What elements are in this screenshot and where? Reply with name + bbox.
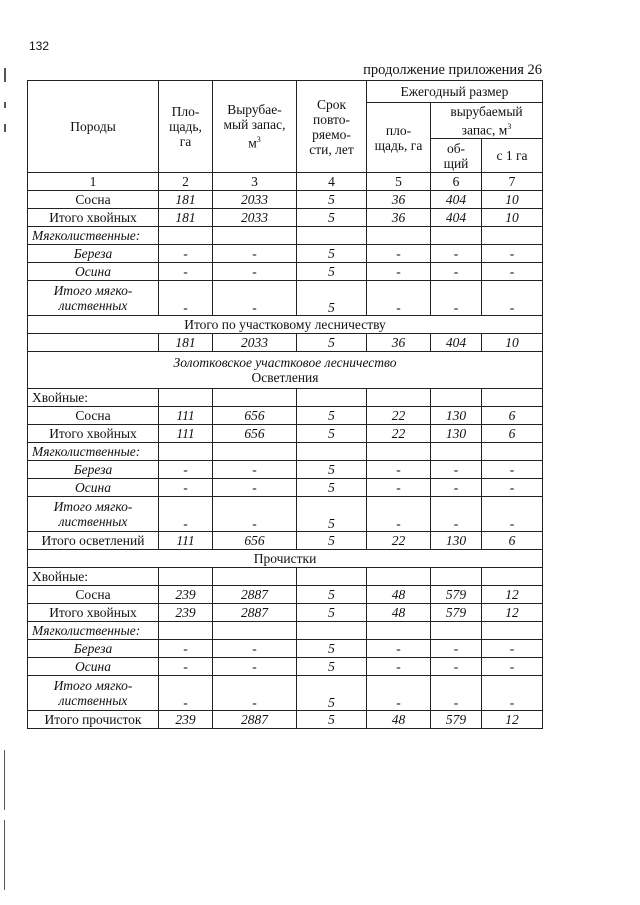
table-row — [28, 676, 543, 711]
table-cell: 2033 — [213, 191, 297, 209]
table-cell — [213, 389, 297, 407]
table-cell: 656 — [213, 532, 297, 550]
table-row — [28, 425, 543, 443]
table-cell — [431, 622, 482, 640]
table-cell: 2033 — [213, 209, 297, 227]
table-cell: 111 — [159, 407, 213, 425]
table-cell: 130 — [431, 407, 482, 425]
table-cell: 656 — [213, 425, 297, 443]
header-period: Срок повто- ряемо- сти, лет — [297, 81, 367, 173]
margin-scan-marks — [4, 60, 12, 900]
row-label: Итого хвойных — [28, 425, 159, 443]
row-label: Итого мягко- лиственных — [28, 497, 159, 532]
column-number: 5 — [367, 173, 431, 191]
table-cell: - — [159, 263, 213, 281]
row-label: Хвойные: — [28, 568, 159, 586]
table-cell — [213, 568, 297, 586]
table-row — [28, 191, 543, 209]
table-cell — [159, 227, 213, 245]
table-cell: - — [213, 497, 297, 532]
table-cell: 130 — [431, 425, 482, 443]
table-row — [28, 532, 543, 550]
table-cell: - — [159, 676, 213, 711]
table-cell: 2033 — [213, 334, 297, 352]
table-cell: 6 — [482, 407, 543, 425]
table-cell — [367, 622, 431, 640]
table-cell: 5 — [297, 497, 367, 532]
table-cell: 130 — [431, 532, 482, 550]
row-label: Мягколиственные: — [28, 443, 159, 461]
table-row — [28, 443, 543, 461]
table-cell: - — [159, 245, 213, 263]
table-cell: 5 — [297, 604, 367, 622]
table-cell: 12 — [482, 711, 543, 729]
table-cell: - — [431, 281, 482, 316]
table-cell — [482, 622, 543, 640]
span-row — [28, 316, 543, 334]
table-cell — [297, 622, 367, 640]
section-subtitle: Осветления — [251, 370, 319, 385]
table-row — [28, 568, 543, 586]
table-row — [28, 334, 543, 352]
table-cell: - — [431, 658, 482, 676]
appendix-caption: продолжение приложения 26 — [363, 62, 542, 78]
table-cell: - — [159, 479, 213, 497]
header-annual: Ежегодный размер — [367, 81, 543, 103]
row-label: Мягколиственные: — [28, 227, 159, 245]
row-label: Итого хвойных — [28, 209, 159, 227]
table-cell — [431, 227, 482, 245]
table-cell: - — [367, 245, 431, 263]
table-cell — [213, 227, 297, 245]
table-cell: - — [367, 461, 431, 479]
row-label: Береза — [28, 461, 159, 479]
header-annual-stock-sup: 3 — [507, 121, 512, 131]
table-cell: - — [159, 281, 213, 316]
table-cell — [367, 227, 431, 245]
table-cell: - — [213, 281, 297, 316]
header-annual-stock — [431, 103, 543, 139]
table-cell: 181 — [159, 191, 213, 209]
column-number: 4 — [297, 173, 367, 191]
section-heading — [28, 352, 543, 389]
column-number: 1 — [28, 173, 159, 191]
table-cell: - — [367, 497, 431, 532]
column-number: 2 — [159, 173, 213, 191]
table-cell — [213, 443, 297, 461]
table-row — [28, 227, 543, 245]
table-cell: 2887 — [213, 711, 297, 729]
table-cell: 36 — [367, 209, 431, 227]
table-cell: 10 — [482, 334, 543, 352]
row-label: Мягколиственные: — [28, 622, 159, 640]
table-cell: - — [482, 497, 543, 532]
table-cell: 36 — [367, 191, 431, 209]
table-cell: - — [159, 497, 213, 532]
table-cell: 404 — [431, 209, 482, 227]
row-label: Итого прочисток — [28, 711, 159, 729]
forest-table — [27, 80, 543, 729]
header-annual-stock-text: вырубаемый запас, м — [450, 103, 523, 138]
table-row — [28, 209, 543, 227]
table-cell: 579 — [431, 586, 482, 604]
row-label: Осина — [28, 658, 159, 676]
table-cell: 6 — [482, 425, 543, 443]
table-cell: 5 — [297, 334, 367, 352]
table-cell — [159, 568, 213, 586]
table-cell: 5 — [297, 532, 367, 550]
table-cell: - — [431, 640, 482, 658]
table-cell: - — [431, 461, 482, 479]
table-cell: - — [482, 640, 543, 658]
row-label: Сосна — [28, 191, 159, 209]
table-cell: 48 — [367, 586, 431, 604]
table-cell: - — [482, 479, 543, 497]
column-number: 7 — [482, 173, 543, 191]
table-cell: 36 — [367, 334, 431, 352]
table-cell: 48 — [367, 604, 431, 622]
table-row — [28, 245, 543, 263]
column-number: 3 — [213, 173, 297, 191]
header-stock-text: Вырубае- мый запас, м — [223, 102, 286, 151]
header-stock — [213, 81, 297, 173]
table-cell: 22 — [367, 425, 431, 443]
table-cell: - — [159, 461, 213, 479]
column-number-row — [28, 173, 543, 191]
table-cell: 5 — [297, 191, 367, 209]
table-cell: 181 — [159, 209, 213, 227]
table-cell: 111 — [159, 425, 213, 443]
table-cell — [213, 622, 297, 640]
table-cell: - — [431, 263, 482, 281]
table-row — [28, 479, 543, 497]
table-cell: 656 — [213, 407, 297, 425]
table-cell: 5 — [297, 281, 367, 316]
table-cell: 12 — [482, 604, 543, 622]
table-cell: 5 — [297, 461, 367, 479]
table-cell: 2887 — [213, 586, 297, 604]
table-cell: - — [482, 245, 543, 263]
table-cell — [431, 443, 482, 461]
table-cell: - — [367, 676, 431, 711]
table-cell: - — [367, 479, 431, 497]
table-cell: - — [431, 245, 482, 263]
row-label: Итого осветлений — [28, 532, 159, 550]
section-row — [28, 352, 543, 389]
table-cell: - — [213, 245, 297, 263]
table-row — [28, 461, 543, 479]
table-cell: 5 — [297, 209, 367, 227]
table-cell — [367, 389, 431, 407]
table-cell: - — [213, 658, 297, 676]
table-cell: 22 — [367, 532, 431, 550]
table-cell — [482, 389, 543, 407]
table-cell: - — [213, 479, 297, 497]
header-area: Пло- щадь, га — [159, 81, 213, 173]
row-label: Итого хвойных — [28, 604, 159, 622]
header-annual-area: пло- щадь, га — [367, 103, 431, 173]
table-cell: 404 — [431, 334, 482, 352]
table-cell — [482, 227, 543, 245]
row-label: Береза — [28, 640, 159, 658]
table-cell: 404 — [431, 191, 482, 209]
table-cell: - — [159, 658, 213, 676]
table-cell: 5 — [297, 658, 367, 676]
table-cell: - — [367, 263, 431, 281]
table-cell: 12 — [482, 586, 543, 604]
column-number: 6 — [431, 173, 482, 191]
table-cell — [297, 568, 367, 586]
row-label: Береза — [28, 245, 159, 263]
table-body — [28, 173, 543, 729]
table-cell — [297, 443, 367, 461]
span-heading: Прочистки — [28, 550, 543, 568]
page-number: 132 — [29, 39, 50, 53]
table-cell — [159, 443, 213, 461]
table-cell: 5 — [297, 245, 367, 263]
table-row — [28, 497, 543, 532]
table-cell: - — [482, 461, 543, 479]
row-label: Сосна — [28, 407, 159, 425]
table-cell: - — [431, 497, 482, 532]
table-cell — [367, 443, 431, 461]
table-cell: 5 — [297, 640, 367, 658]
row-label — [28, 334, 159, 352]
row-label: Хвойные: — [28, 389, 159, 407]
table-row — [28, 640, 543, 658]
table-cell — [367, 568, 431, 586]
header-breeds: Породы — [28, 81, 159, 173]
table-cell: - — [213, 676, 297, 711]
table-cell — [297, 227, 367, 245]
table-row — [28, 586, 543, 604]
span-heading: Итого по участковому лесничеству — [28, 316, 543, 334]
row-label: Осина — [28, 479, 159, 497]
row-label: Сосна — [28, 586, 159, 604]
table-cell: 5 — [297, 676, 367, 711]
table-cell: - — [431, 676, 482, 711]
table-cell — [431, 389, 482, 407]
table-cell: 2887 — [213, 604, 297, 622]
table-cell: - — [482, 281, 543, 316]
table-cell — [297, 389, 367, 407]
row-label: Осина — [28, 263, 159, 281]
table-cell: - — [213, 461, 297, 479]
section-title: Золотковское участковое лесничество — [173, 355, 397, 370]
table-cell: 48 — [367, 711, 431, 729]
table-cell: 10 — [482, 191, 543, 209]
table-cell: 5 — [297, 479, 367, 497]
table-header — [28, 81, 543, 173]
table-cell: 22 — [367, 407, 431, 425]
header-per-ha: с 1 га — [482, 139, 543, 173]
table-cell: 5 — [297, 711, 367, 729]
table-cell — [159, 622, 213, 640]
table-cell: 6 — [482, 532, 543, 550]
table-cell: - — [213, 263, 297, 281]
table-cell: - — [367, 658, 431, 676]
row-label: Итого мягко- лиственных — [28, 676, 159, 711]
table-cell: 181 — [159, 334, 213, 352]
table-cell: - — [431, 479, 482, 497]
table-cell: 111 — [159, 532, 213, 550]
span-row — [28, 550, 543, 568]
header-total: об- щий — [431, 139, 482, 173]
table-row — [28, 711, 543, 729]
row-label: Итого мягко- лиственных — [28, 281, 159, 316]
table-row — [28, 407, 543, 425]
table-cell: 5 — [297, 586, 367, 604]
table-cell — [482, 443, 543, 461]
table-cell: 239 — [159, 586, 213, 604]
table-cell: 579 — [431, 604, 482, 622]
table-row — [28, 604, 543, 622]
header-stock-sup: 3 — [256, 135, 261, 145]
table-row — [28, 389, 543, 407]
table-cell: - — [213, 640, 297, 658]
table-cell: 5 — [297, 425, 367, 443]
table-cell: - — [159, 640, 213, 658]
table-row — [28, 658, 543, 676]
table-row — [28, 281, 543, 316]
table-cell: 239 — [159, 604, 213, 622]
table-cell: - — [482, 263, 543, 281]
table-cell — [159, 389, 213, 407]
table-row — [28, 622, 543, 640]
table-row — [28, 263, 543, 281]
table-cell: 10 — [482, 209, 543, 227]
table-cell: 5 — [297, 263, 367, 281]
table-cell: - — [367, 640, 431, 658]
table-cell: - — [482, 658, 543, 676]
table-cell — [431, 568, 482, 586]
table-cell: 579 — [431, 711, 482, 729]
table-cell: - — [482, 676, 543, 711]
table-cell: 5 — [297, 407, 367, 425]
table-cell: 239 — [159, 711, 213, 729]
table-cell: - — [367, 281, 431, 316]
table-cell — [482, 568, 543, 586]
